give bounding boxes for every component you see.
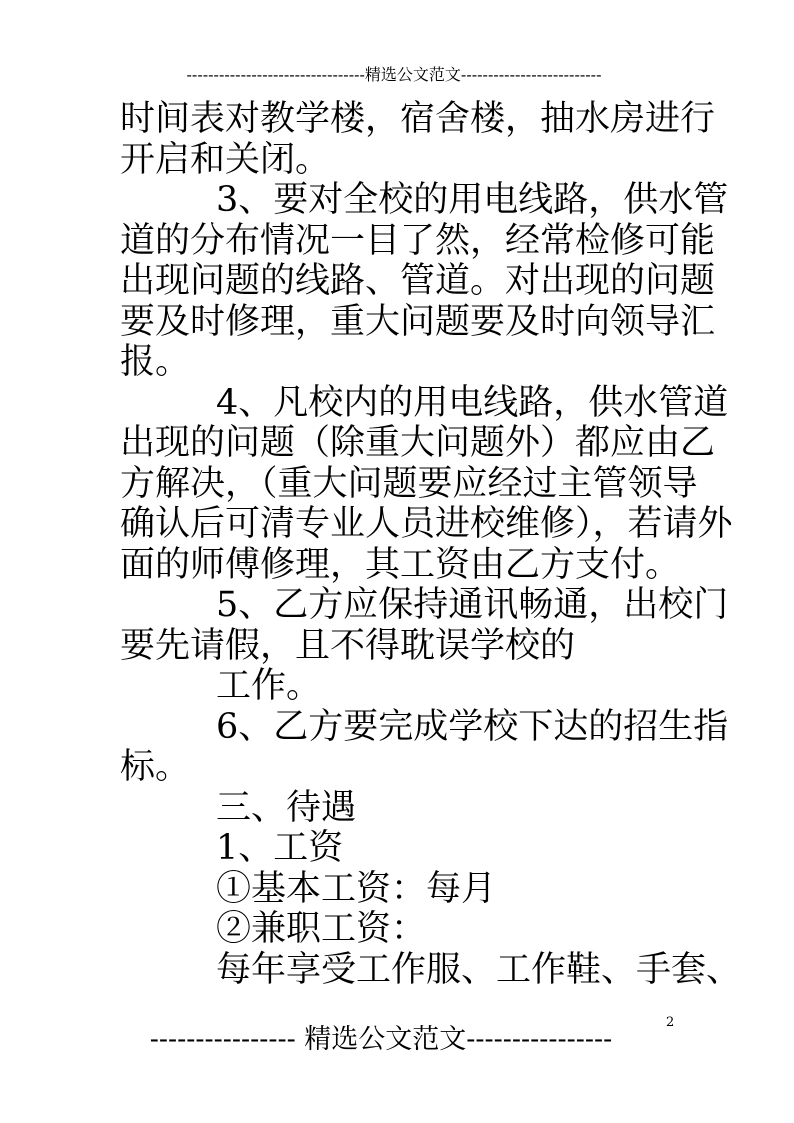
section-heading-benefits: 三、待遇 bbox=[216, 787, 357, 828]
body-line-13: 5、乙方应保持通讯畅通，出校门 bbox=[216, 585, 729, 625]
body-line-6: 要及时修理，重大问题要及时向领导汇 bbox=[120, 301, 716, 342]
document-body bbox=[120, 99, 742, 990]
body-line-5: 出现问题的线路、管道。对出现的问题 bbox=[120, 261, 716, 301]
body-line-12: 面的师傅修理，其工资由乙方支付。 bbox=[120, 544, 681, 585]
subheading-salary: 1、工资 bbox=[216, 828, 344, 868]
page-number: 2 bbox=[666, 1015, 675, 1030]
body-line-14: 要先请假，且不得耽误学校的 bbox=[120, 625, 576, 666]
body-line-1: 时间表对教学楼，宿舍楼，抽水房进行 bbox=[120, 99, 716, 139]
body-line-8: 4、凡校内的用电线路，供水管道 bbox=[216, 382, 729, 423]
body-line-10: 方解决，（重大问题要应经过主管领导 bbox=[120, 463, 698, 504]
body-line-parttime-salary: ②兼职工资： bbox=[216, 909, 427, 949]
body-line-9: 出现的问题（除重大问题外）都应由乙 bbox=[120, 423, 716, 463]
page-header: ---------------------------------精选公文范文-------------------------- bbox=[186, 65, 602, 84]
body-line-2: 开启和关闭。 bbox=[120, 139, 331, 180]
page-footer: ---------------- 精选公文范文---------------- bbox=[149, 1024, 613, 1055]
body-line-11: 确认后可清专业人员进校维修），若请外 bbox=[120, 504, 733, 544]
body-line-4: 道的分布情况一目了然，经常检修可能 bbox=[120, 220, 716, 261]
body-line-22: 每年享受工作服、工作鞋、手套、 bbox=[216, 949, 742, 990]
body-line-17: 标。 bbox=[120, 747, 191, 787]
body-line-3: 3、要对全校的用电线路，供水管 bbox=[216, 180, 729, 220]
body-line-16: 6、乙方要完成学校下达的招生指 bbox=[216, 706, 729, 747]
body-line-7: 报。 bbox=[120, 342, 191, 382]
body-line-basic-salary: ①基本工资：每月 bbox=[216, 868, 497, 909]
body-line-15: 工作。 bbox=[216, 666, 322, 706]
